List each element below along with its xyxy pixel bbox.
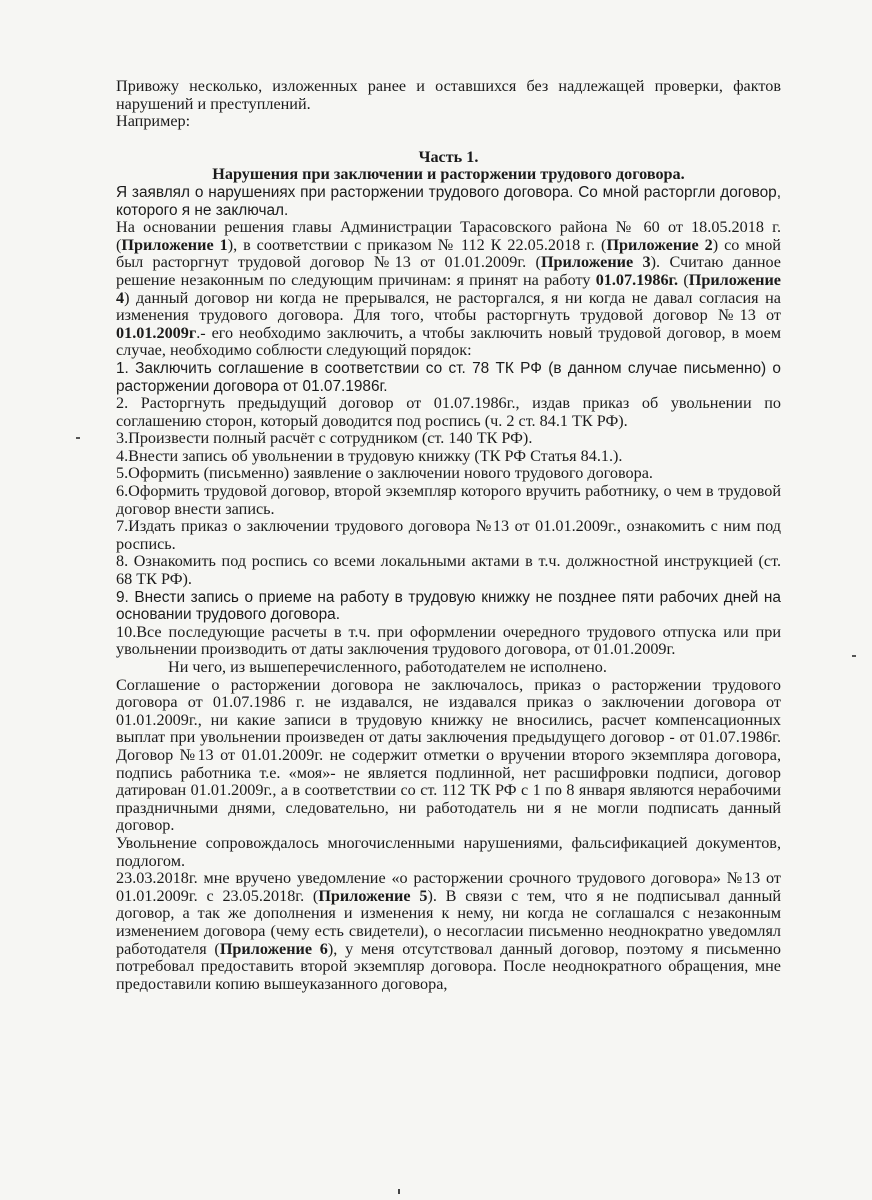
part-subtitle: Нарушения при заключении и расторжении трудового договора. bbox=[212, 165, 685, 184]
list-item: 5.Оформить (письменно) заявление о заключении нового трудового договора. bbox=[116, 464, 653, 483]
spacer bbox=[116, 131, 781, 149]
list-item: 4.Внести запись об увольнении в трудовую книжку (ТК РФ Статья 84.1.). bbox=[116, 446, 623, 465]
intro-paragraph: Привожу несколько, изложенных ранее и оставшихся без надлежащей проверки, фактов нарушений и преступлений. bbox=[116, 77, 781, 113]
text-run: На основании решения главы Администрации Тарасовского района № 60 от 18.05.2018 г. ( bbox=[116, 218, 781, 254]
appendix-ref-1: Приложение 1 bbox=[121, 235, 228, 254]
text-run: ), в соответствии с приказом № 112 К 22.05.2018 г. ( bbox=[227, 235, 607, 254]
list-item: 7.Издать приказ о заключении трудового договора №13 от 01.01.2009г., ознакомить с ним под роспись. bbox=[116, 517, 781, 553]
appendix-ref-4: Приложение 4 bbox=[116, 270, 781, 307]
date-bold: 01.07.1986г. bbox=[595, 270, 679, 289]
text-run: ) данный договор ни когда не прерывался, не расторгался, я ни когда не давал согласия на изменения трудового договора. Для того, чтобы расторгнуть трудовой договор №13 от bbox=[116, 288, 781, 325]
appendix-ref-5: Приложение 5 bbox=[318, 886, 428, 905]
paragraph-5: Увольнение сопровождалось многочисленными нарушениями, фальсификацией документов, подлогом. bbox=[116, 833, 781, 870]
appendix-ref-6: Приложение 6 bbox=[219, 939, 328, 958]
paragraph-6 bbox=[116, 870, 781, 993]
scan-mark bbox=[398, 1189, 400, 1194]
text-run: ), у меня отсутствовал данный договор, поэтому я письменно потребовал предоставить второй экземпляр договора. После неоднократного обращения, мне предоставили копию вышеуказанного договора, bbox=[116, 939, 781, 993]
text-run: 23.03.2018г. мне вручено уведомление «о расторжении срочного трудового договора» №13 от 01.01.2009г. с 23.05.2018г. ( bbox=[116, 869, 781, 905]
text-run: ( bbox=[678, 270, 689, 289]
date-bold: 01.01.2009г bbox=[116, 323, 197, 342]
paragraph-2 bbox=[116, 219, 781, 360]
scan-mark bbox=[852, 655, 856, 657]
part-title: Часть 1. bbox=[418, 147, 479, 166]
appendix-ref-3: Приложение 3 bbox=[540, 253, 651, 272]
text-run: ). В связи с тем, что я не подписывал данный договор, а так же дополнения и изменения к нему, ни когда не соглашался с незаконным изменением договора (чему есть свидетели), о несогласии письменно неоднократно уведомлял работодателя ( bbox=[116, 886, 781, 958]
intro-example: Например: bbox=[116, 112, 191, 131]
document-body bbox=[116, 78, 781, 993]
list-item: 6.Оформить трудовой договор, второй экземпляр которого вручить работнику, о чем в трудовой договор внести запись. bbox=[116, 482, 781, 518]
list-item: 2. Расторгнуть предыдущий договор от 01.07.1986г., издав приказ об увольнении по соглашению сторон, который доводится под роспись (ч. 2 ст. 84.1 ТК РФ). bbox=[116, 394, 781, 430]
text-run: ). Считаю данное решение незаконным по следующим причинам: я принят на работу bbox=[116, 253, 781, 289]
paragraph-1: Я заявлял о нарушениях при расторжении трудового договора. Со мной расторгли договор, которого я не заключал. bbox=[116, 183, 781, 219]
list-item: 9. Внести запись о приеме на работу в трудовую книжку не позднее пяти рабочих дней на основании трудового договора. bbox=[116, 588, 781, 624]
list-item: 3.Произвести полный расчёт с сотрудником (ст. 140 ТК РФ). bbox=[116, 429, 533, 448]
list-item: 10.Все последующие расчеты в т.ч. при оформлении очередного трудового отпуска или при увольнении производить от даты заключения трудового договора, от 01.01.2009г. bbox=[116, 622, 781, 659]
list-item: 8. Ознакомить под роспись со всеми локальными актами в т.ч. должностной инструкцией (ст. 68 ТК РФ). bbox=[116, 552, 781, 589]
text-run: ) со мной был расторгнут трудовой договор №13 от 01.01.2009г. ( bbox=[116, 235, 781, 272]
paragraph-3: Ни чего, из вышеперечисленного, работодателем не исполнено. bbox=[168, 658, 607, 676]
list-item: 1. Заключить соглашение в соответствии со ст. 78 ТК РФ (в данном случае письменно) о расторжении договора от 01.07.1986г. bbox=[116, 359, 781, 395]
appendix-ref-2: Приложение 2 bbox=[606, 235, 713, 254]
text-run: .- его необходимо заключить, а чтобы заключить новый трудовой договор, в моем случае, необходимо соблюсти следующий порядок: bbox=[116, 323, 781, 360]
scan-mark bbox=[76, 437, 80, 439]
paragraph-4: Соглашение о расторжении договора не заключалось, приказ о расторжении трудового договора от 01.07.1986 г. не издавался, не издавался приказ о заключении договора от 01.01.2009г., ни какие записи в трудовую книжку не вносились, расчет компенсационных выплат при увольнении произведен от даты заключения предыдущего договор - от 01.07.1986г. Договор №13 от 01.01.2009г. не содержит отметки о вручении второго экземпляра договора, подпись работника т.е. «моя»- не является подлинной, нет расшифровки подписи, договор датирован 01.01.2009г., а в соответствии со ст. 112 ТК РФ с 1 по 8 января являются нерабочими праздничными днями, следовательно, ни работодатель ни я не могли подписать данный договор. bbox=[116, 675, 781, 835]
